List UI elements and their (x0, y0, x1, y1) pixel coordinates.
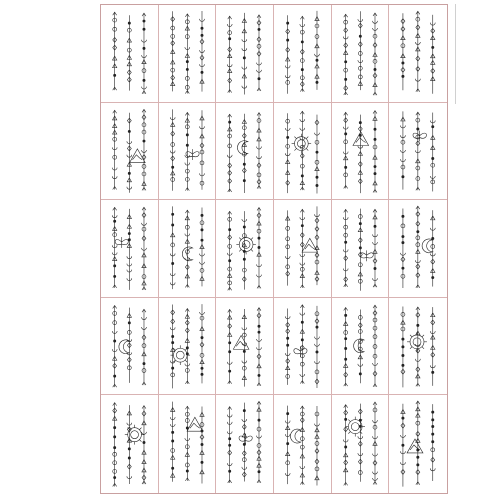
tattoo-strand (170, 207, 175, 290)
tattoo-strand (185, 407, 190, 482)
tattoo-strand (315, 114, 320, 193)
sheet-edge-mark (448, 4, 456, 104)
tattoo-feature (407, 332, 427, 352)
tattoo-strand (170, 11, 174, 91)
tattoo-cell (216, 5, 274, 103)
tattoo-strand (372, 13, 377, 95)
tattoo-strand (343, 112, 348, 188)
tattoo-strand (416, 112, 421, 190)
tattoo-cell (389, 395, 447, 493)
tattoo-strand (315, 11, 320, 90)
arrow-eye-icon (389, 395, 447, 493)
tattoo-strand (127, 112, 132, 192)
snake-line-icon (332, 5, 389, 102)
tattoo-cell (159, 103, 217, 201)
tattoo-strand (372, 110, 376, 192)
tattoo-cell (274, 298, 332, 396)
tattoo-strand (285, 15, 290, 94)
tattoo-strand (300, 16, 305, 91)
tattoo-sheet (100, 4, 448, 494)
tattoo-cell (389, 5, 447, 103)
tattoo-feature (407, 439, 423, 453)
tattoo-cell (332, 395, 390, 493)
tattoo-strand (127, 15, 131, 90)
star-moon-icon (101, 395, 158, 493)
sunburst-icon (216, 298, 273, 395)
tattoo-strand (431, 112, 436, 191)
tattoo-cell (332, 200, 390, 298)
tattoo-strand (416, 307, 421, 386)
flower-of-life-icon (332, 200, 389, 297)
tattoo-feature (125, 425, 145, 445)
tattoo-strand (199, 407, 203, 484)
tattoo-strand (431, 405, 436, 482)
tattoo-cell (216, 200, 274, 298)
tattoo-cell (101, 395, 159, 493)
mandala-icon (216, 103, 273, 200)
tattoo-cell (274, 103, 332, 201)
tattoo-strand (113, 403, 117, 487)
tattoo-strand (185, 308, 190, 383)
tattoo-feature (353, 131, 369, 145)
tattoo-strand (431, 307, 436, 386)
tattoo-strand (416, 11, 421, 91)
tattoo-strand (142, 207, 147, 290)
tattoo-cell (389, 103, 447, 201)
tattoo-cell (216, 395, 274, 493)
tattoo-strand (358, 114, 363, 192)
tattoo-strand (199, 11, 204, 92)
tattoo-strand (343, 405, 348, 486)
tattoo-feature (119, 340, 129, 354)
tattoo-strand (112, 305, 117, 387)
tattoo-strand (228, 407, 233, 483)
tattoo-feature (345, 417, 365, 437)
tattoo-strand (315, 406, 320, 486)
tattoo-cell (389, 200, 447, 298)
tattoo-strand (343, 307, 347, 386)
tattoo-feature (294, 346, 307, 357)
tattoo-strand (112, 208, 117, 288)
tattoo-strand (257, 15, 262, 91)
tattoo-strand (127, 307, 132, 382)
tattoo-strand (257, 402, 262, 483)
tattoo-strand (185, 210, 190, 287)
tattoo-strand (416, 206, 421, 288)
tattoo-strand (112, 110, 117, 189)
butterfly-pair-icon (159, 395, 216, 493)
mountain-diamond-icon (389, 200, 447, 297)
tattoo-cell (101, 298, 159, 396)
tattoo-cell (159, 5, 217, 103)
tree-dome-icon (389, 298, 447, 395)
tattoo-cell (274, 5, 332, 103)
tattoo-cell (332, 298, 390, 396)
tattoo-cell (101, 5, 159, 103)
tattoo-strand (372, 305, 377, 387)
tattoo-strand (285, 308, 290, 384)
tattoo-cell (159, 298, 217, 396)
tattoo-cell (101, 200, 159, 298)
tattoo-strand (431, 15, 436, 94)
tattoo-strand (257, 307, 262, 385)
lotus-drop-icon (101, 103, 158, 200)
tattoo-strand (170, 402, 175, 482)
tattoo-strand (343, 210, 348, 287)
tattoo-strand (185, 14, 190, 94)
tattoo-cell (389, 298, 447, 396)
geometric-drop-icon (216, 395, 273, 493)
tattoo-strand (315, 306, 320, 388)
tattoo-strand (431, 210, 436, 286)
tattoo-strand (199, 208, 204, 287)
tattoo-feature (239, 434, 252, 445)
tattoo-strand (242, 13, 247, 95)
tattoo-strand (300, 406, 305, 484)
tattoo-strand (285, 211, 290, 286)
tattoo-strand (401, 111, 406, 189)
tattoo-strand (228, 309, 233, 383)
tattoo-strand (401, 13, 405, 90)
tattoo-strand (170, 109, 175, 190)
tattoo-cell (332, 103, 390, 201)
tattoo-strand (113, 12, 117, 90)
tattoo-strand (401, 306, 405, 387)
tattoo-cell (216, 103, 274, 201)
tattoo-feature (186, 149, 199, 160)
tattoo-strand (372, 402, 377, 484)
heart-moon-icon (332, 298, 389, 395)
tattoo-strand (242, 309, 247, 387)
tattoo-strand (401, 404, 406, 487)
tattoo-strand (242, 403, 247, 482)
flower-moon-icon (159, 200, 216, 297)
arrow-wave-icon (389, 5, 447, 102)
tattoo-strand (257, 112, 262, 188)
tattoo-strand (199, 110, 204, 190)
triangle-mountain-icon (274, 103, 331, 200)
tattoo-cell (332, 5, 390, 103)
tattoo-feature (237, 235, 257, 255)
tattoo-strand (300, 305, 305, 384)
butterfly-icon (274, 298, 331, 395)
tattoo-feature (413, 130, 426, 141)
palm-tree-icon (216, 200, 273, 297)
tattoo-cell (101, 103, 159, 201)
tattoo-feature (302, 239, 318, 253)
tattoo-strand (358, 11, 363, 90)
trident-line-icon (274, 5, 331, 102)
tattoo-strand (358, 309, 363, 383)
tattoo-feature (360, 251, 373, 262)
tattoo-cell (159, 200, 217, 298)
tattoo-strand (142, 406, 147, 484)
tattoo-cell (159, 395, 217, 493)
tattoo-strand (343, 14, 348, 95)
tattoo-strand (358, 404, 363, 482)
tattoo-feature (292, 133, 312, 153)
eye-arrow-icon (101, 298, 158, 395)
tattoo-strand (416, 401, 420, 485)
tattoo-cell (274, 395, 332, 493)
tattoo-strand (170, 304, 175, 388)
arrow-line-icon (101, 5, 158, 102)
tattoo-strand (228, 212, 233, 291)
tattoo-strand (127, 209, 132, 290)
tattoo-strand (142, 109, 147, 190)
arrow-cross-icon (274, 395, 331, 493)
tattoo-strand (401, 209, 406, 289)
tattoo-feature (170, 345, 190, 365)
turtle-icon (101, 200, 158, 297)
tattoo-strand (199, 304, 204, 383)
tattoo-strand (285, 113, 290, 193)
tattoo-strand (127, 406, 132, 485)
tattoo-feature (290, 430, 300, 444)
lotus-moon-icon (332, 103, 389, 200)
tattoo-strand (142, 309, 147, 385)
tattoo-strand (228, 16, 233, 92)
cross-line-icon (159, 5, 216, 102)
wave-circle-icon (274, 200, 331, 297)
floral-moon-icon (159, 103, 216, 200)
tattoo-strand (142, 13, 147, 94)
sun-moon-icon (159, 298, 216, 395)
tattoo-cell (274, 200, 332, 298)
tattoo-strand (358, 209, 362, 291)
tattoo-feature (234, 335, 250, 349)
tattoo-cell (216, 298, 274, 396)
tattoo-feature (238, 140, 248, 154)
tattoo-strand (315, 207, 320, 286)
tattoo-strand (257, 208, 262, 289)
feather-line-icon (216, 5, 273, 102)
arrow-moon-icon (389, 103, 447, 200)
butterfly-diamond-icon (332, 395, 389, 493)
tattoo-strand (285, 406, 290, 484)
tattoo-strand (372, 210, 377, 288)
tattoo-strand (228, 114, 233, 192)
